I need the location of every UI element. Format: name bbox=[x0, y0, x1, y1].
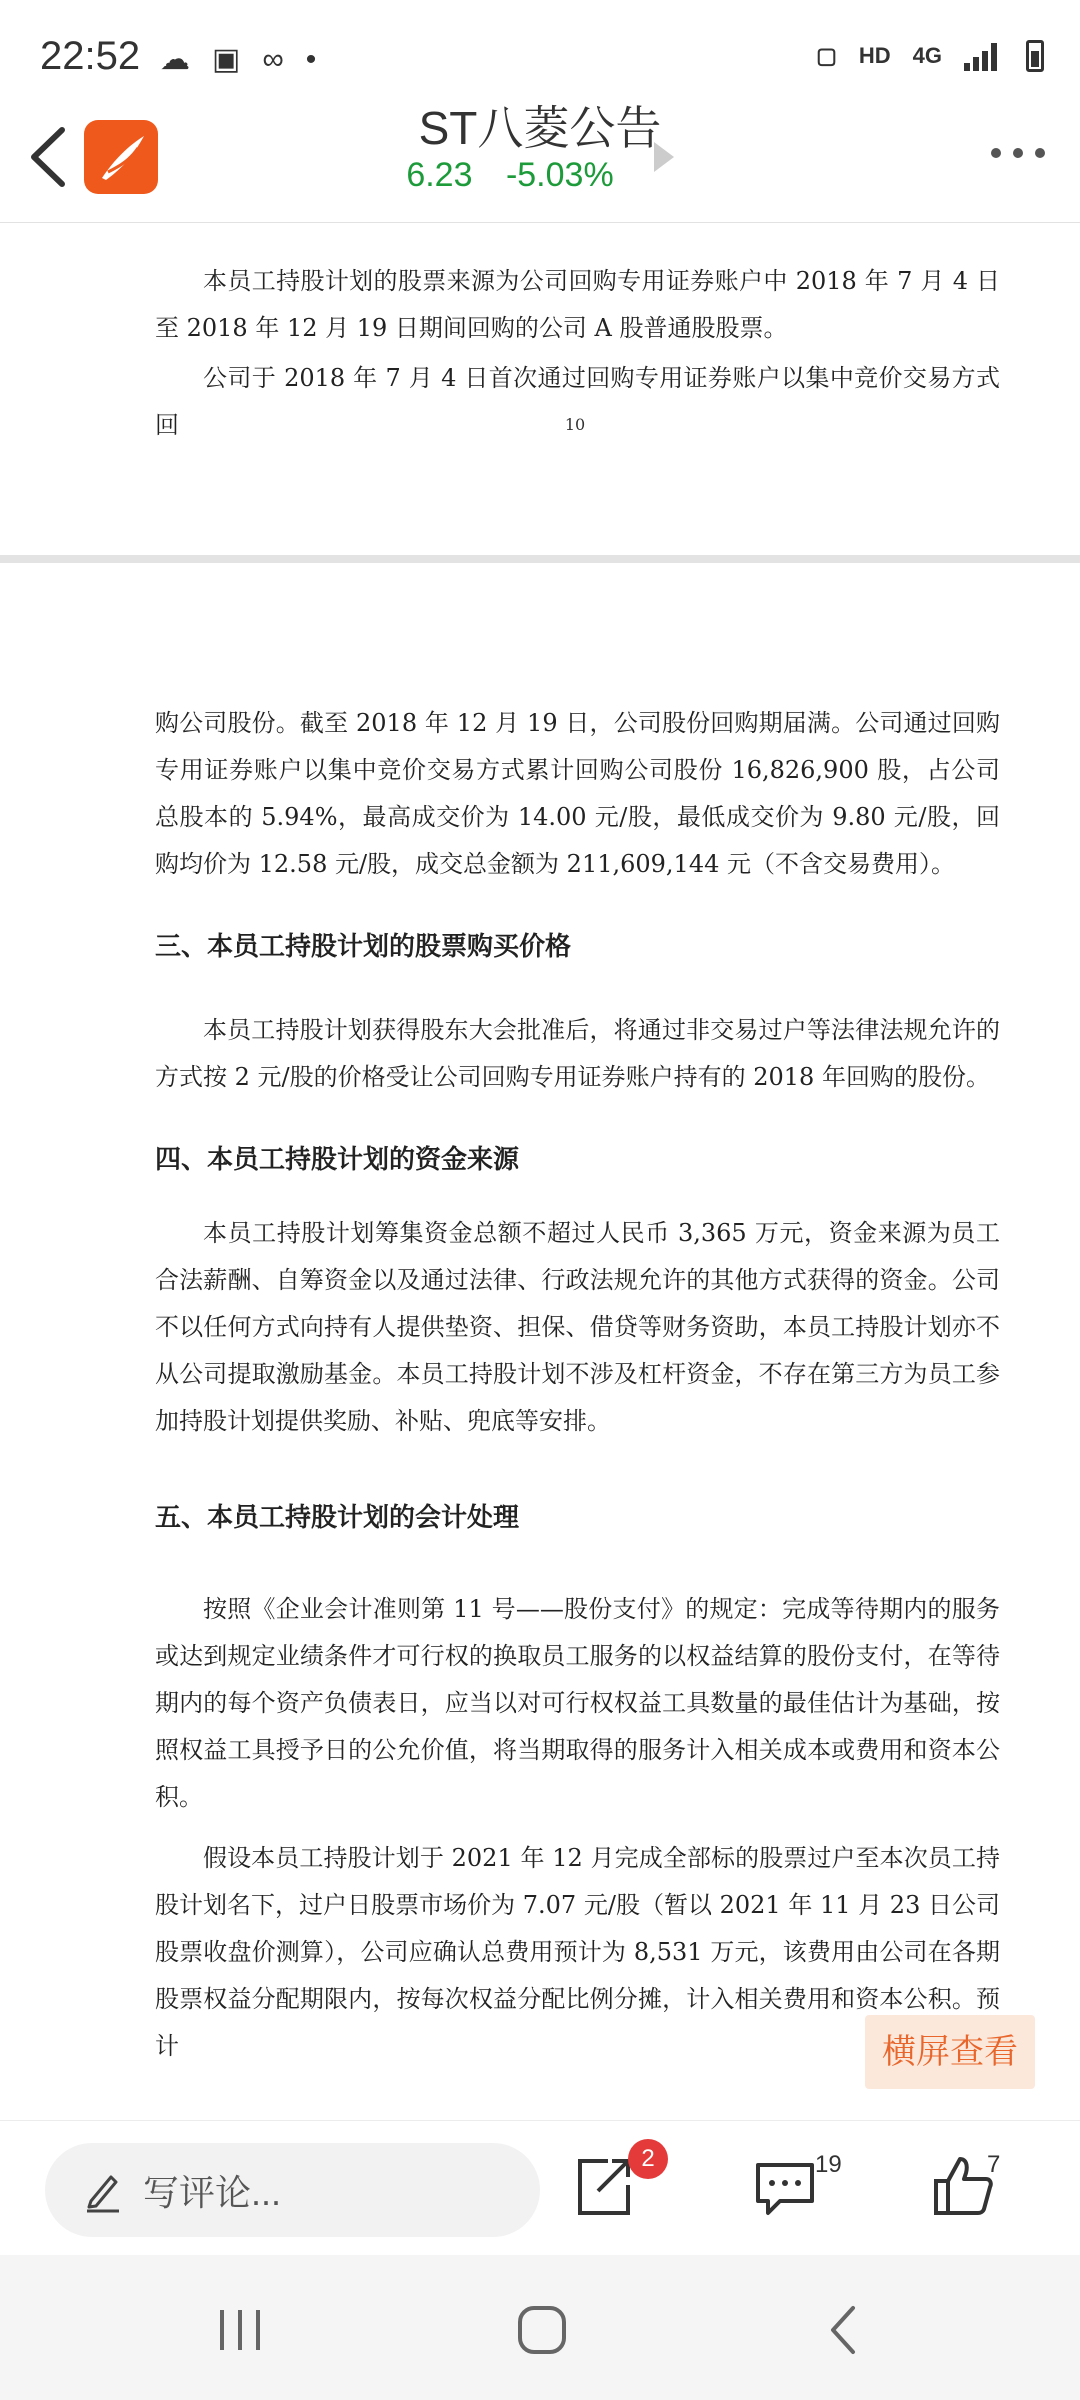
link-icon: ∞ bbox=[262, 42, 284, 76]
nav-back-button[interactable] bbox=[815, 2300, 875, 2360]
comments-button[interactable] bbox=[750, 2151, 820, 2221]
notification-icons bbox=[160, 42, 316, 77]
status-time: 22:52 bbox=[40, 34, 141, 78]
sim-icon: ▢ bbox=[816, 43, 837, 68]
status-bar bbox=[0, 0, 1080, 100]
landscape-view-button[interactable]: 横屏查看 bbox=[865, 2015, 1035, 2089]
comment-count: 19 bbox=[815, 2151, 842, 2178]
page-number: 10 bbox=[564, 415, 586, 434]
paragraph: 本员工持股计划筹集资金总额不超过人民币 3,365 万元，资金来源为员工合法薪酬、自筹资金以及通过法律、行政法规允许的其他方式获得的资金。公司不以任何方式向持有人提供垫资、担保、借贷等财务资助，本员工持股计划亦不从公司提取激励基金。本员工持股计划不涉及杠杆资金，不存在第三方为员工参加持股计划提供奖励、补贴、兜底等安排。 bbox=[155, 1219, 1000, 1435]
comment-icon bbox=[750, 2151, 820, 2221]
stock-price: 6.23 bbox=[406, 156, 473, 194]
hd-label: HD bbox=[858, 43, 891, 68]
network-label: 4G bbox=[912, 43, 942, 68]
signal-icon bbox=[964, 41, 1004, 71]
paragraph: 公司于 2018 年 7 月 4 日首次通过回购专用证券账户以集中竞价交易方式回 bbox=[155, 364, 1000, 439]
section-heading: 四、本员工持股计划的资金来源 bbox=[155, 1145, 520, 1175]
comment-input[interactable] bbox=[45, 2143, 540, 2237]
header bbox=[0, 100, 1080, 223]
paragraph: 按照《企业会计准则第 11 号——股份支付》的规定：完成等待期内的服务或达到规定业绩条件才可行权的换取员工服务的以权益结算的股份支付，在等待期内的每个资产负债表日，应当以对可行权权益工具数量的最佳估计为基础，按照权益工具授予日的公允价值，将当期取得的服务计入相关成本或费用和资本公积。 bbox=[155, 1595, 1000, 1811]
comment-placeholder: 写评论... bbox=[143, 2172, 282, 2213]
app-notification-icon: ▣ bbox=[212, 43, 241, 76]
more-button[interactable] bbox=[988, 138, 1048, 168]
stock-change: -5.03% bbox=[505, 156, 614, 194]
paragraph: 本员工持股计划的股票来源为公司回购专用证券账户中 2018 年 7 月 4 日至 2018 年 12 月 19 日期间回购的公司 A 股普通股股票。 bbox=[155, 267, 1000, 342]
document-page-body bbox=[155, 700, 1000, 2070]
play-icon[interactable] bbox=[654, 142, 674, 172]
more-icon bbox=[988, 138, 1048, 168]
section-heading: 五、本员工持股计划的会计处理 bbox=[155, 1503, 520, 1533]
page-title: ST八菱公告 bbox=[418, 102, 662, 154]
home-icon bbox=[512, 2300, 572, 2360]
share-badge: 2 bbox=[628, 2139, 668, 2179]
dot-icon: • bbox=[305, 42, 317, 76]
paragraph: 假设本员工持股计划于 2021 年 12 月完成全部标的股票过户至本次员工持股计划名下，过户日股票市场价为 7.07 元/股（暂以 2021 年 11 月 23 日公司股票收盘价测算），公司应确认总费用预计为 8,531 万元，该费用由公司在各期股票权益分配期限内，按每次权益分配比例分摊，计入相关费用和资本公积。预计 bbox=[155, 1844, 1000, 2060]
battery-icon bbox=[1026, 40, 1044, 72]
bottom-action-bar bbox=[0, 2120, 1080, 2256]
section-heading: 三、本员工持股计划的股票购买价格 bbox=[155, 932, 572, 962]
recent-apps-button[interactable] bbox=[210, 2300, 270, 2360]
stock-quote bbox=[0, 156, 1020, 195]
paragraph: 本员工持股计划获得股东大会批准后，将通过非交易过户等法律法规允许的方式按 2 元/股的价格受让公司回购专用证券账户持有的 2018 年回购的股份。 bbox=[155, 1016, 1000, 1091]
back-arrow-icon bbox=[815, 2300, 875, 2360]
home-button[interactable] bbox=[512, 2300, 572, 2360]
pencil-icon bbox=[83, 2169, 123, 2213]
cloud-icon: ☁ bbox=[160, 43, 190, 76]
paragraph: 购公司股份。截至 2018 年 12 月 19 日，公司股份回购期届满。公司通过回购专用证券账户以集中竞价交易方式累计回购公司股份 16,826,900 股，占公司总股本的 5.94%，最高成交价为 14.00 元/股，最低成交价为 9.80 元/股，回购均价为 12.58 元/股，成交总金额为 211,609,144 元（不含交易费用）。 bbox=[155, 709, 1000, 878]
system-nav-bar bbox=[0, 2255, 1080, 2400]
like-count: 7 bbox=[987, 2151, 1001, 2178]
recent-apps-icon bbox=[210, 2300, 270, 2360]
status-right bbox=[816, 40, 1044, 72]
page-divider bbox=[0, 555, 1080, 563]
